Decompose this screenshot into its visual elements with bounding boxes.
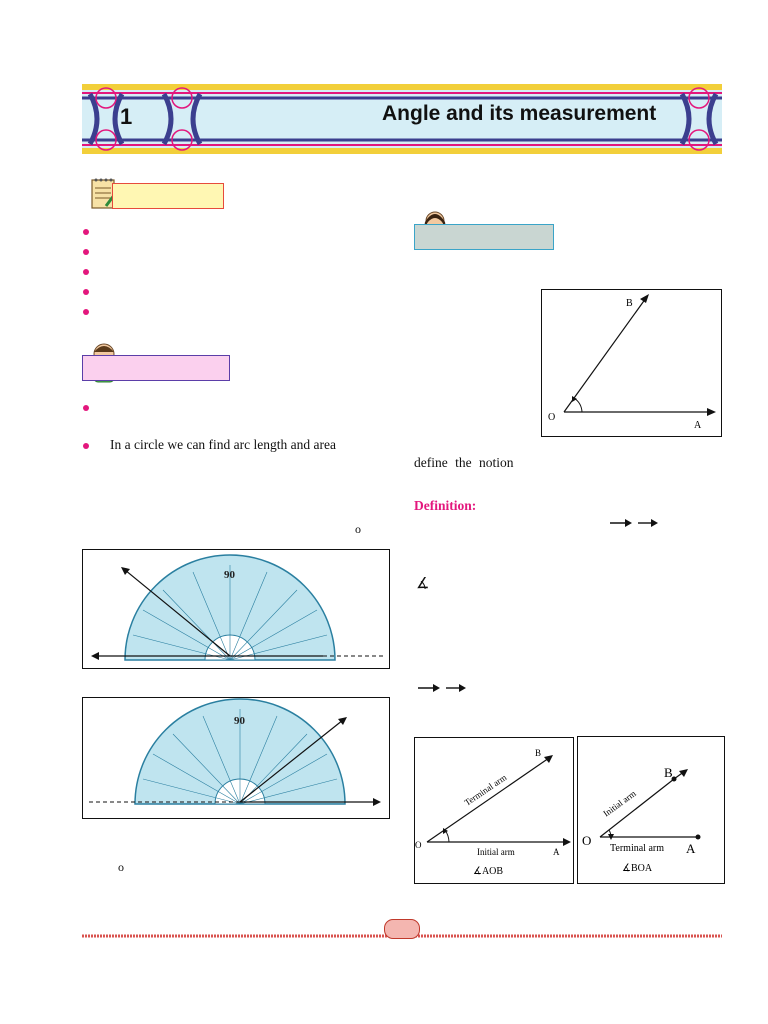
definition-label: Definition: [414, 498, 477, 513]
terminal-arm-label-3: Terminal arm [610, 843, 664, 854]
angle-boa-figure [577, 736, 725, 884]
angle-aob-figure [414, 737, 574, 884]
bullet-2 [83, 249, 89, 255]
terminal-arm-label: Terminal arm [462, 772, 509, 808]
chapter-banner [82, 84, 722, 154]
caption-aob: ∡AOB [473, 866, 504, 877]
label-O: O [548, 412, 556, 423]
degree-mark-2: o [118, 860, 124, 874]
chapter-number: 1 [120, 104, 133, 129]
protractor-90-label: 90 [224, 569, 235, 581]
angle-figure-top [541, 289, 722, 437]
protractor-figure-1 [82, 549, 390, 669]
bullet-6 [83, 405, 89, 411]
degree-mark-1: o [355, 522, 361, 536]
label-A-3: A [686, 841, 696, 856]
angle-symbol: ∡ [416, 576, 430, 592]
page-number-badge [384, 919, 420, 939]
protractor-figure-2 [82, 697, 390, 819]
bullet-4 [83, 289, 89, 295]
label-O-3: O [582, 833, 592, 848]
define-notion-text: define the notion [414, 455, 514, 470]
initial-arm-label: Initial arm [477, 847, 515, 857]
ray-arrows-1 [608, 516, 660, 534]
initial-arm-label-3: Initial arm [601, 788, 638, 819]
label-B-3: B [664, 765, 673, 780]
label-A-2: A [553, 847, 560, 857]
chapter-title: Angle and its measurement [382, 102, 657, 125]
label-A: A [694, 420, 702, 431]
protractor-90-label-2: 90 [234, 715, 245, 727]
bullet-3 [83, 269, 89, 275]
bullet-7 [83, 443, 89, 449]
label-B: B [626, 298, 633, 309]
ray-arrows-2 [416, 681, 468, 699]
lets-learn-tag [414, 224, 554, 250]
circle-arc-text: In a circle we can find arc length and area [110, 437, 336, 452]
caption-boa: ∡BOA [622, 863, 653, 874]
learning-objectives-tag [112, 183, 224, 209]
bullet-5 [83, 309, 89, 315]
bullet-1 [83, 229, 89, 235]
label-B-2: B [535, 748, 542, 758]
recall-tag [82, 355, 230, 381]
label-O-2: O [415, 840, 422, 850]
